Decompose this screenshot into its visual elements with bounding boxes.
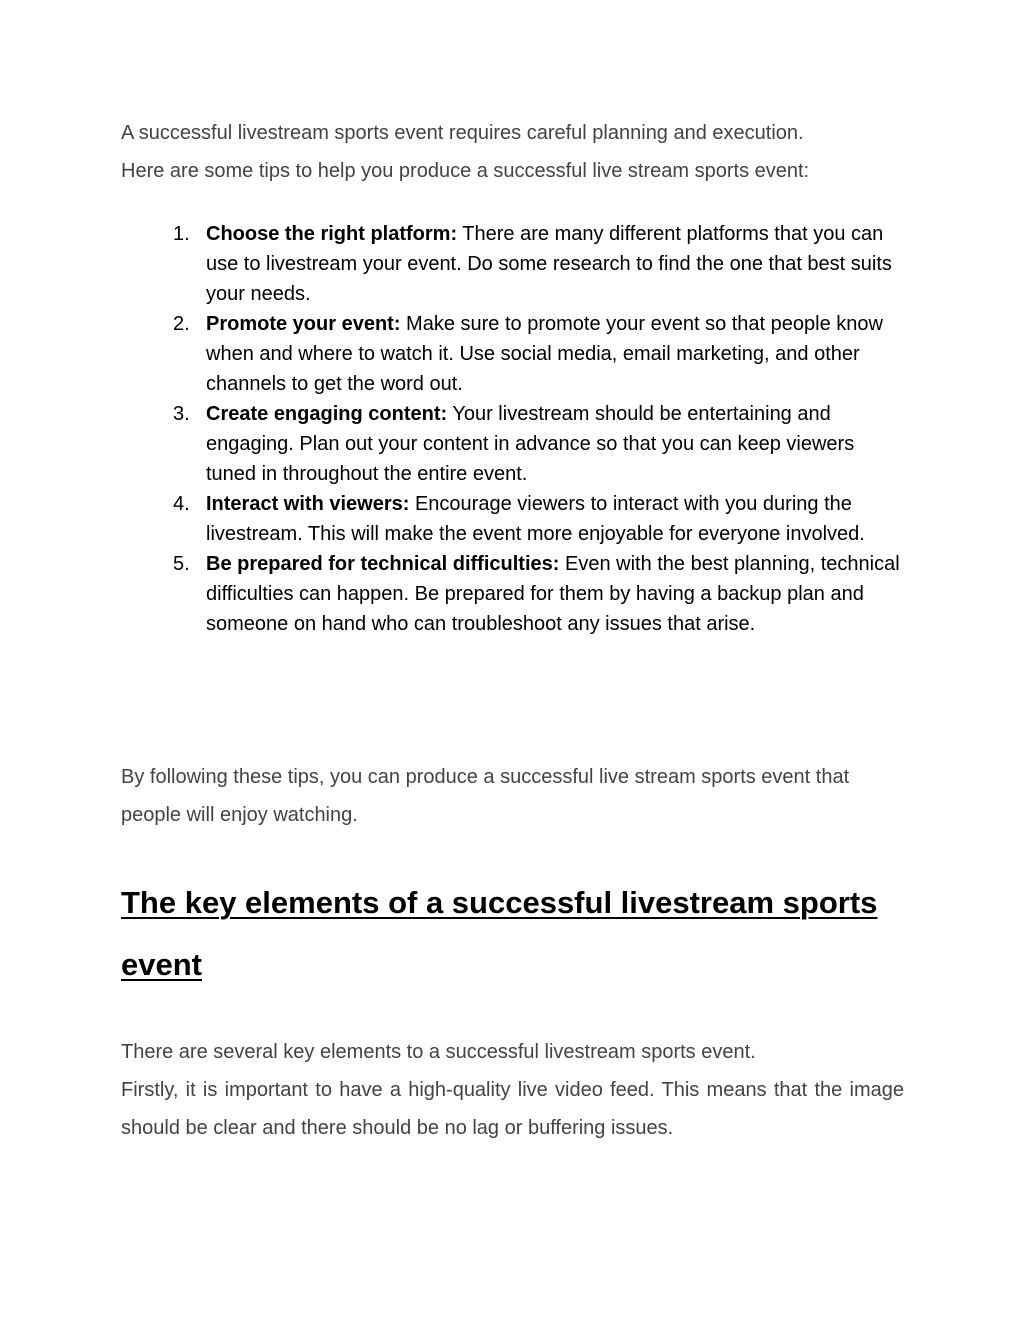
list-item-text: Encourage viewers to interact with you during the livestream. This will make the event more enjoyable for everyone involved. <box>206 493 865 545</box>
list-item-label: Promote your event: <box>206 313 401 335</box>
list-item-text: Your livestream should be entertaining and engaging. Plan out your content in advance so that you can keep viewers tuned in throughout the entire event. <box>206 403 855 485</box>
list-item <box>173 549 908 639</box>
list-item <box>173 399 908 489</box>
list-item <box>173 219 908 309</box>
list-item-label: Choose the right platform: <box>206 223 458 245</box>
tips-list <box>173 219 908 639</box>
list-item-text: Even with the best planning, technical difficulties can happen. Be prepared for them by having a backup plan and someone on hand who can troubleshoot any issues that arise. <box>206 553 900 635</box>
closing-paragraph <box>121 758 904 834</box>
list-item-number: 3. <box>173 403 190 425</box>
list-item-number: 5. <box>173 553 190 575</box>
intro-paragraph <box>121 114 904 190</box>
list-item <box>173 489 908 549</box>
section-body-text: Firstly, it is important to have a high-quality live video feed. This means that the image should be clear and there should be no lag or buffering issues. <box>121 1079 904 1139</box>
section-line-1: There are several key elements to a successful livestream sports event. <box>121 1041 756 1063</box>
list-item-text: There are many different platforms that you can use to livestream your event. Do some research to find the one that best suits your needs. <box>206 223 892 305</box>
list-item-label: Be prepared for technical difficulties: <box>206 553 560 575</box>
intro-line-1: A successful livestream sports event requires careful planning and execution. <box>121 122 804 144</box>
intro-line-2: Here are some tips to help you produce a successful live stream sports event: <box>121 160 810 182</box>
list-item-number: 4. <box>173 493 190 515</box>
section-paragraph <box>121 1033 904 1147</box>
section-heading: The key elements of a successful livestream sports event <box>121 885 878 982</box>
list-item-label: Create engaging content: <box>206 403 448 425</box>
list-item-number: 1. <box>173 223 190 245</box>
list-item <box>173 309 908 399</box>
list-item-text: Make sure to promote your event so that people know when and where to watch it. Use social media, email marketing, and other channels to get the word out. <box>206 313 883 395</box>
list-item-label: Interact with viewers: <box>206 493 410 515</box>
list-item-number: 2. <box>173 313 190 335</box>
closing-text: By following these tips, you can produce a successful live stream sports event that people will enjoy watching. <box>121 766 850 826</box>
